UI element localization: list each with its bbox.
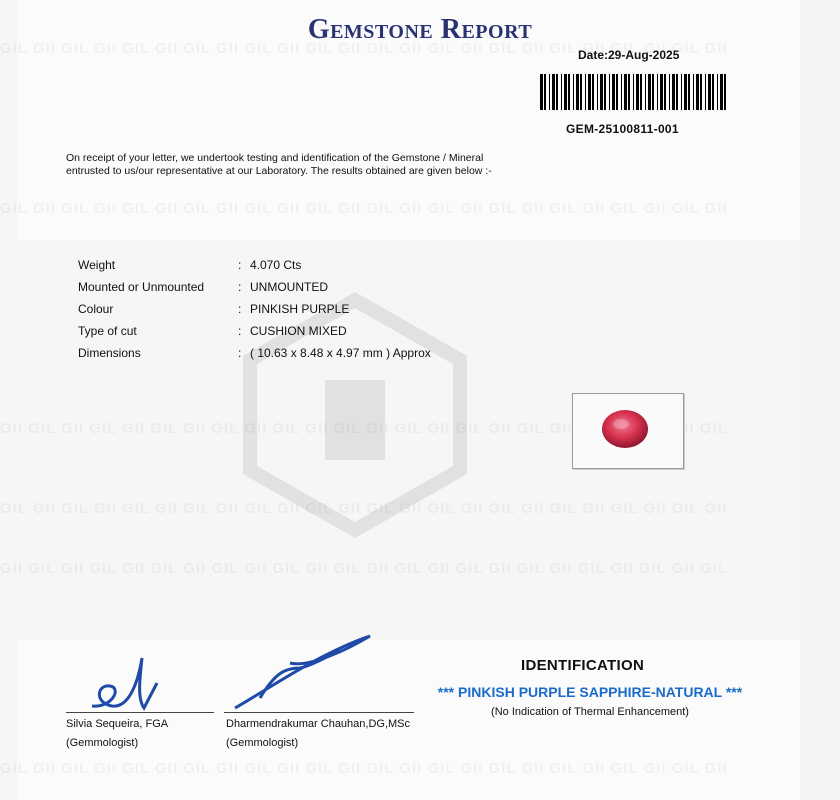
signatory-1-name: Silvia Sequeira, FGA bbox=[66, 718, 169, 730]
detail-value: PINKISH PURPLE bbox=[250, 302, 350, 316]
identification-heading: IDENTIFICATION bbox=[521, 657, 645, 674]
signature-line bbox=[224, 712, 414, 713]
barcode bbox=[540, 74, 730, 110]
detail-value: ( 10.63 x 8.48 x 4.97 mm ) Approx bbox=[250, 346, 431, 360]
detail-value: CUSHION MIXED bbox=[250, 324, 347, 338]
accreditation-strip bbox=[0, 0, 800, 1]
identification-note: (No Indication of Thermal Enhancement) bbox=[491, 706, 689, 718]
detail-colon: : bbox=[238, 346, 242, 360]
identification-result: *** PINKISH PURPLE SAPPHIRE-NATURAL *** bbox=[437, 684, 743, 700]
gemstone-image bbox=[573, 394, 683, 468]
detail-value: UNMOUNTED bbox=[250, 280, 328, 294]
signature-2 bbox=[230, 628, 380, 718]
signature-line bbox=[66, 712, 214, 713]
signatory-2-name: Dharmendrakumar Chauhan,DG,MSc bbox=[226, 718, 411, 730]
detail-value: 4.070 Cts bbox=[250, 258, 302, 272]
detail-colon: : bbox=[238, 280, 242, 294]
report-number: GEM-25100811-001 bbox=[566, 122, 679, 136]
report-date: Date:29-Aug-2025 bbox=[578, 48, 680, 62]
detail-colon: : bbox=[238, 302, 242, 316]
signatory-1-role: (Gemmologist) bbox=[66, 737, 139, 749]
detail-colon: : bbox=[238, 258, 242, 272]
detail-label: Dimensions bbox=[78, 346, 141, 360]
detail-label: Type of cut bbox=[78, 324, 137, 338]
signatory-2-role: (Gemmologist) bbox=[226, 737, 299, 749]
detail-label: Colour bbox=[78, 302, 114, 316]
intro-text: On receipt of your letter, we undertook testing and identification of the Gemstone / Mineral entrusted to us/our representative at our Laboratory. The results obtained are given below :- bbox=[66, 152, 492, 177]
page-title: Gemstone Report bbox=[307, 14, 533, 45]
watermark-pattern bbox=[0, 560, 800, 577]
detail-label: Mounted or Unmounted bbox=[78, 280, 205, 294]
gemstone-photo bbox=[572, 393, 684, 469]
detail-colon: : bbox=[238, 324, 242, 338]
signature-1 bbox=[82, 648, 192, 718]
detail-label: Weight bbox=[78, 258, 116, 272]
